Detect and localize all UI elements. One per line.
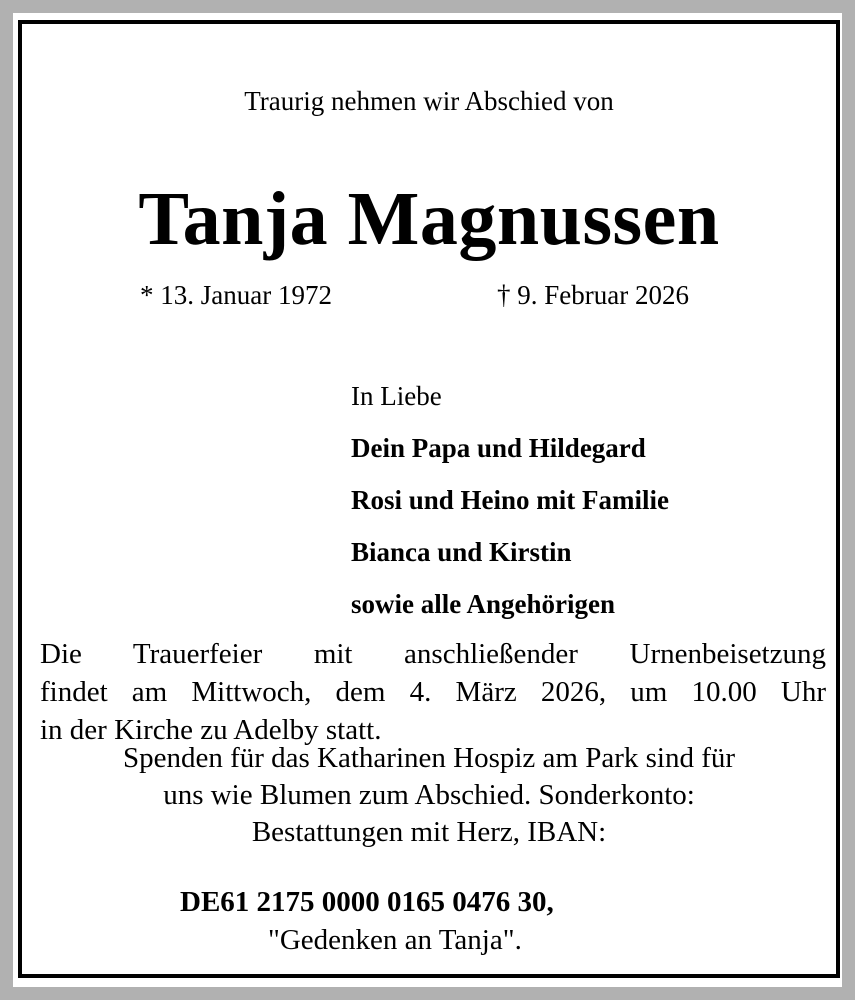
donation-info	[22, 740, 836, 851]
mourner-line: Rosi und Heino mit Familie	[351, 485, 670, 515]
mourner-line: sowie alle Angehörigen	[351, 589, 615, 619]
ceremony-line: findet am Mittwoch, dem 4. März 2026, um 10.00 Uhr	[40, 676, 826, 708]
ceremony-info	[40, 635, 826, 749]
intro-text: Traurig nehmen wir Abschied von	[244, 86, 614, 116]
donation-line: uns wie Blumen zum Abschied. Sonderkonto:	[163, 779, 695, 811]
ceremony-line: in der Kirche zu Adelby statt.	[40, 714, 382, 746]
ceremony-line: Die Trauerfeier mit anschließender Urnenbeisetzung	[40, 638, 826, 670]
death-date: † 9. Februar 2026	[497, 280, 689, 310]
mourners-lead: In Liebe	[351, 381, 442, 411]
birth-date: * 13. Januar 1972	[140, 280, 332, 310]
donation-motto: "Gedenken an Tanja".	[268, 924, 522, 956]
mourner-line: Bianca und Kirstin	[351, 537, 572, 567]
obituary-notice	[18, 20, 840, 978]
deceased-name: Tanja Magnussen	[138, 177, 720, 261]
donation-line: Spenden für das Katharinen Hospiz am Park sind für	[122, 742, 736, 774]
iban-number: DE61 2175 0000 0165 0476 30,	[180, 886, 554, 918]
mourners-block	[351, 370, 669, 630]
mourner-line: Dein Papa und Hildegard	[351, 433, 646, 463]
donation-line: Bestattungen mit Herz, IBAN:	[251, 816, 607, 848]
